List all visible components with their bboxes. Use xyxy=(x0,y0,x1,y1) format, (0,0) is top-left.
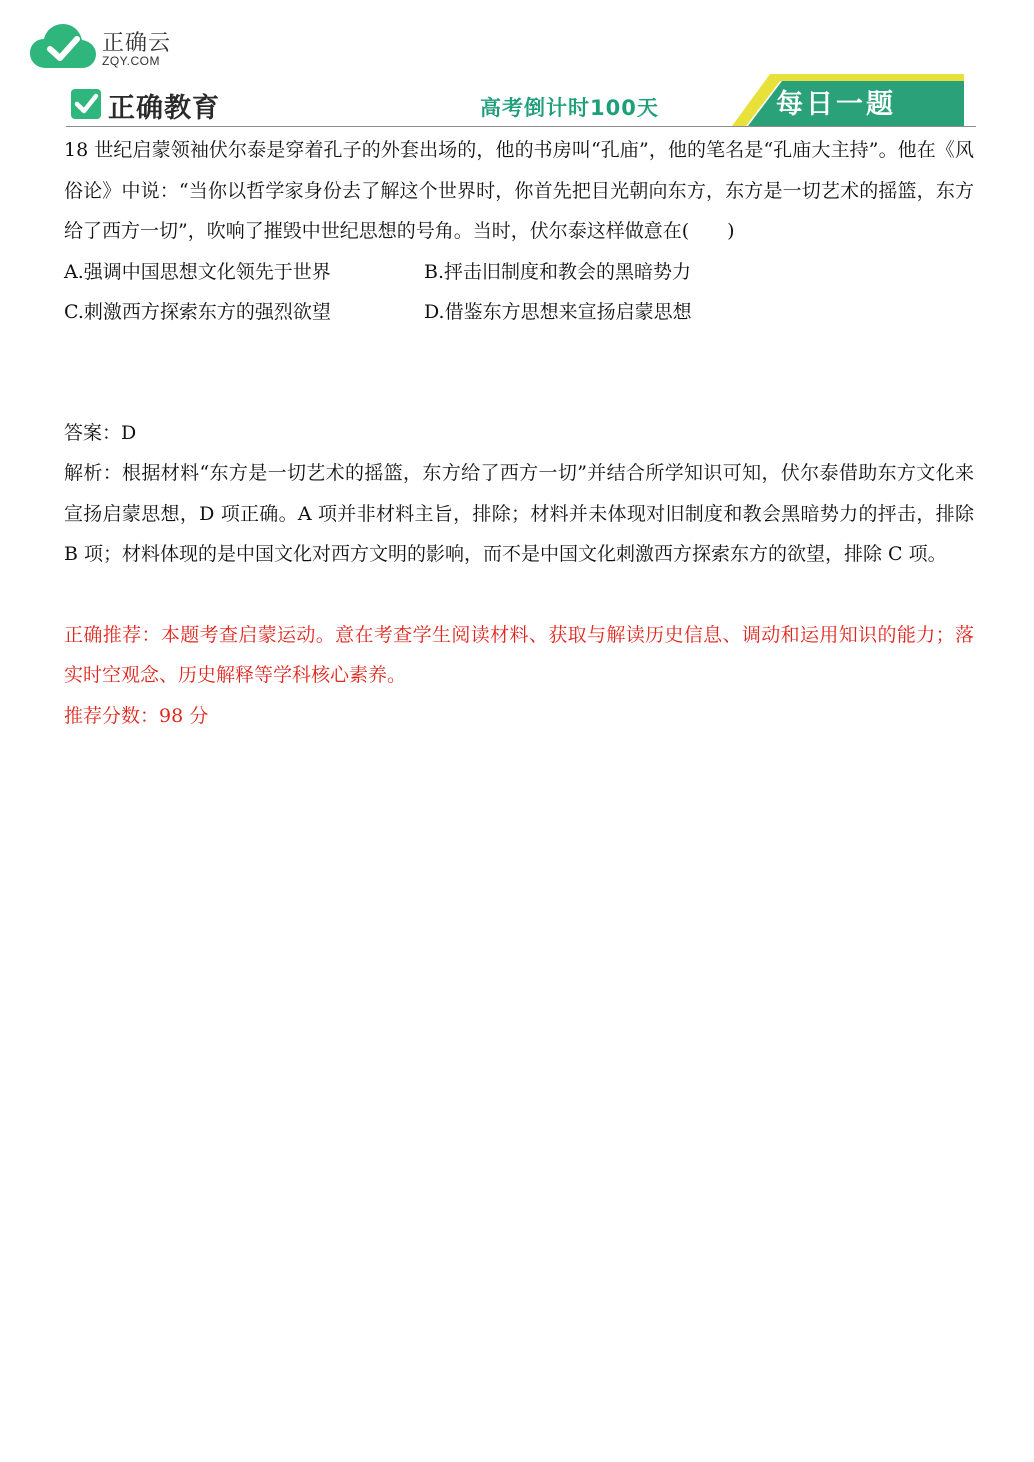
option-list xyxy=(64,252,974,333)
countdown-label: 高考倒计时100天 xyxy=(480,96,659,120)
spacer xyxy=(64,575,974,615)
option-d: D.借鉴东方思想来宣扬启蒙思想 xyxy=(424,301,692,323)
question-text: 18 世纪启蒙领袖伏尔泰是穿着孔子的外套出场的，他的书房叫“孔庙”，他的笔名是“孔庙大主持”。他在《风俗论》中说：“当你以哲学家身份去了解这个世界时，你首先把目光朝向东方，东方是一切艺术的摇篮，东方给了西方一切”，吹响了摧毁中世纪思想的号角。当时，伏尔泰这样做意在( ) xyxy=(64,139,974,242)
cloud-check-icon xyxy=(30,22,96,72)
header-divider xyxy=(66,126,976,127)
option-c: C.刺激西方探索东方的强烈欲望 xyxy=(64,301,331,323)
recommendation-text: 正确推荐：本题考查启蒙运动。意在考查学生阅读材料、获取与解读历史信息、调动和运用知识的能力；落实时空观念、历史解释等学科核心素养。 xyxy=(64,623,974,686)
header-banner xyxy=(66,78,976,130)
option-b: B.抨击旧制度和教会的黑暗势力 xyxy=(424,260,692,283)
document-body xyxy=(64,130,974,736)
brand-title: 正确教育 xyxy=(108,93,220,124)
daily-question-badge: 每日一题 xyxy=(776,89,896,120)
logo-domain: ZQY.COM xyxy=(102,54,160,68)
recommendation-score: 推荐分数：98 分 xyxy=(64,704,209,727)
option-row xyxy=(64,292,974,333)
option-row xyxy=(64,252,974,293)
zqy-logo xyxy=(30,22,190,74)
analysis-text: 解析：根据材料“东方是一切艺术的摇篮，东方给了西方一切”并结合所学知识可知，伏尔泰借助东方文化来宣扬启蒙思想，D 项正确。A 项并非材料主旨，排除；材料并未体现对旧制度和教会黑暗势力的抨击，排除 B 项；材料体现的是中国文化对西方文明的影响，而不是中国文化刺激西方探索东方的欲望，排除 C 项。 xyxy=(64,462,974,565)
spacer xyxy=(64,333,974,413)
option-a: A.强调中国思想文化领先于世界 xyxy=(64,260,331,283)
answer-line: 答案：D xyxy=(64,421,137,444)
logo-name: 正确云 xyxy=(102,31,172,56)
checkbox-check-icon xyxy=(70,88,102,120)
